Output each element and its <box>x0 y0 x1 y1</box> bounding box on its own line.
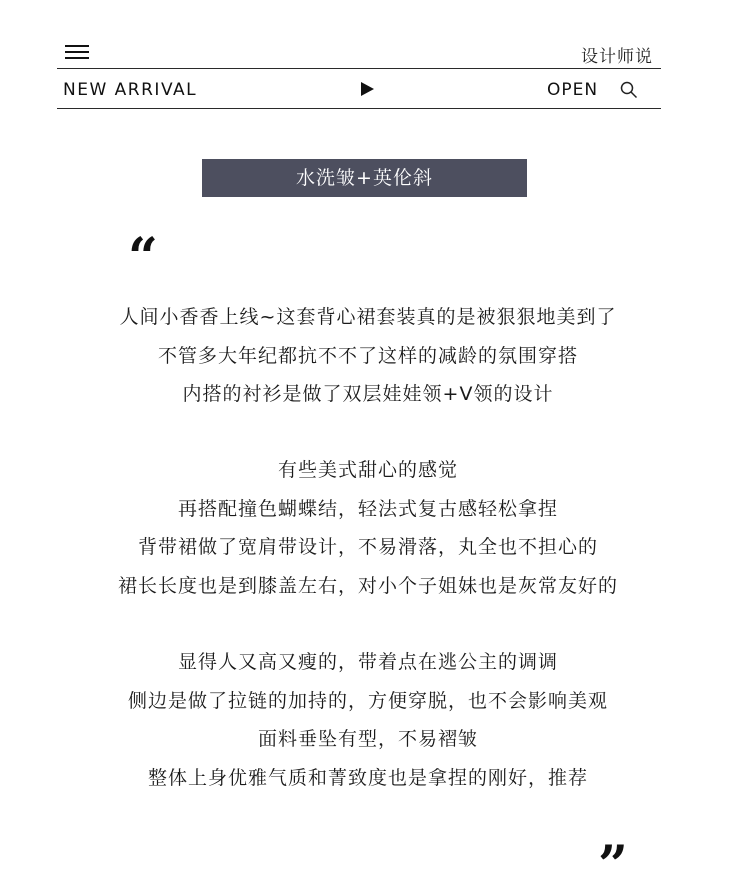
text-line: 裙长长度也是到膝盖左右，对小个子姐妹也是灰常友好的 <box>117 574 618 597</box>
new-arrival-link[interactable]: NEW ARRIVAL <box>63 80 198 100</box>
text-line: 不管多大年纪都抗不不了这样的减龄的氛围穿搭 <box>157 344 578 367</box>
text-line: 整体上身优雅气质和菁致度也是拿捏的刚好，推荐 <box>147 766 588 789</box>
hamburger-menu-icon[interactable] <box>65 45 89 60</box>
search-icon[interactable] <box>620 81 638 99</box>
text-line: 显得人又高又瘦的，带着点在逃公主的调调 <box>177 651 558 673</box>
play-icon[interactable] <box>361 82 374 96</box>
open-quote-mark: “ <box>128 227 158 288</box>
paragraph-2 <box>40 451 696 605</box>
designer-says-label: 设计师说 <box>581 47 653 67</box>
paragraph-3 <box>40 643 696 797</box>
text-line: 侧边是做了拉链的加持的，方便穿脱，也不会影响美观 <box>127 689 608 712</box>
nav-bar <box>57 69 661 109</box>
text-line: 再搭配撞色蝴蝶结，轻法式复古感轻松拿捏 <box>177 497 558 520</box>
close-quote-mark: ” <box>598 835 628 896</box>
text-line: 人间小香香上线~这套背心裙套装真的是被狠狠地美到了 <box>119 306 617 328</box>
text-line: 背带裙做了宽肩带设计，不易滑落，丸全也不担心的 <box>137 536 598 558</box>
text-line: 内搭的衬衫是做了双层娃娃领+V领的设计 <box>182 383 554 405</box>
text-line: 有些美式甜心的感觉 <box>277 459 458 481</box>
paragraph-1 <box>40 298 696 414</box>
text-line: 面料垂坠有型，不易褶皱 <box>257 728 478 750</box>
top-bar <box>57 38 661 69</box>
open-link[interactable]: OPEN <box>547 80 599 100</box>
section-title-box: 水洗皱+英伦斜 <box>202 159 527 197</box>
